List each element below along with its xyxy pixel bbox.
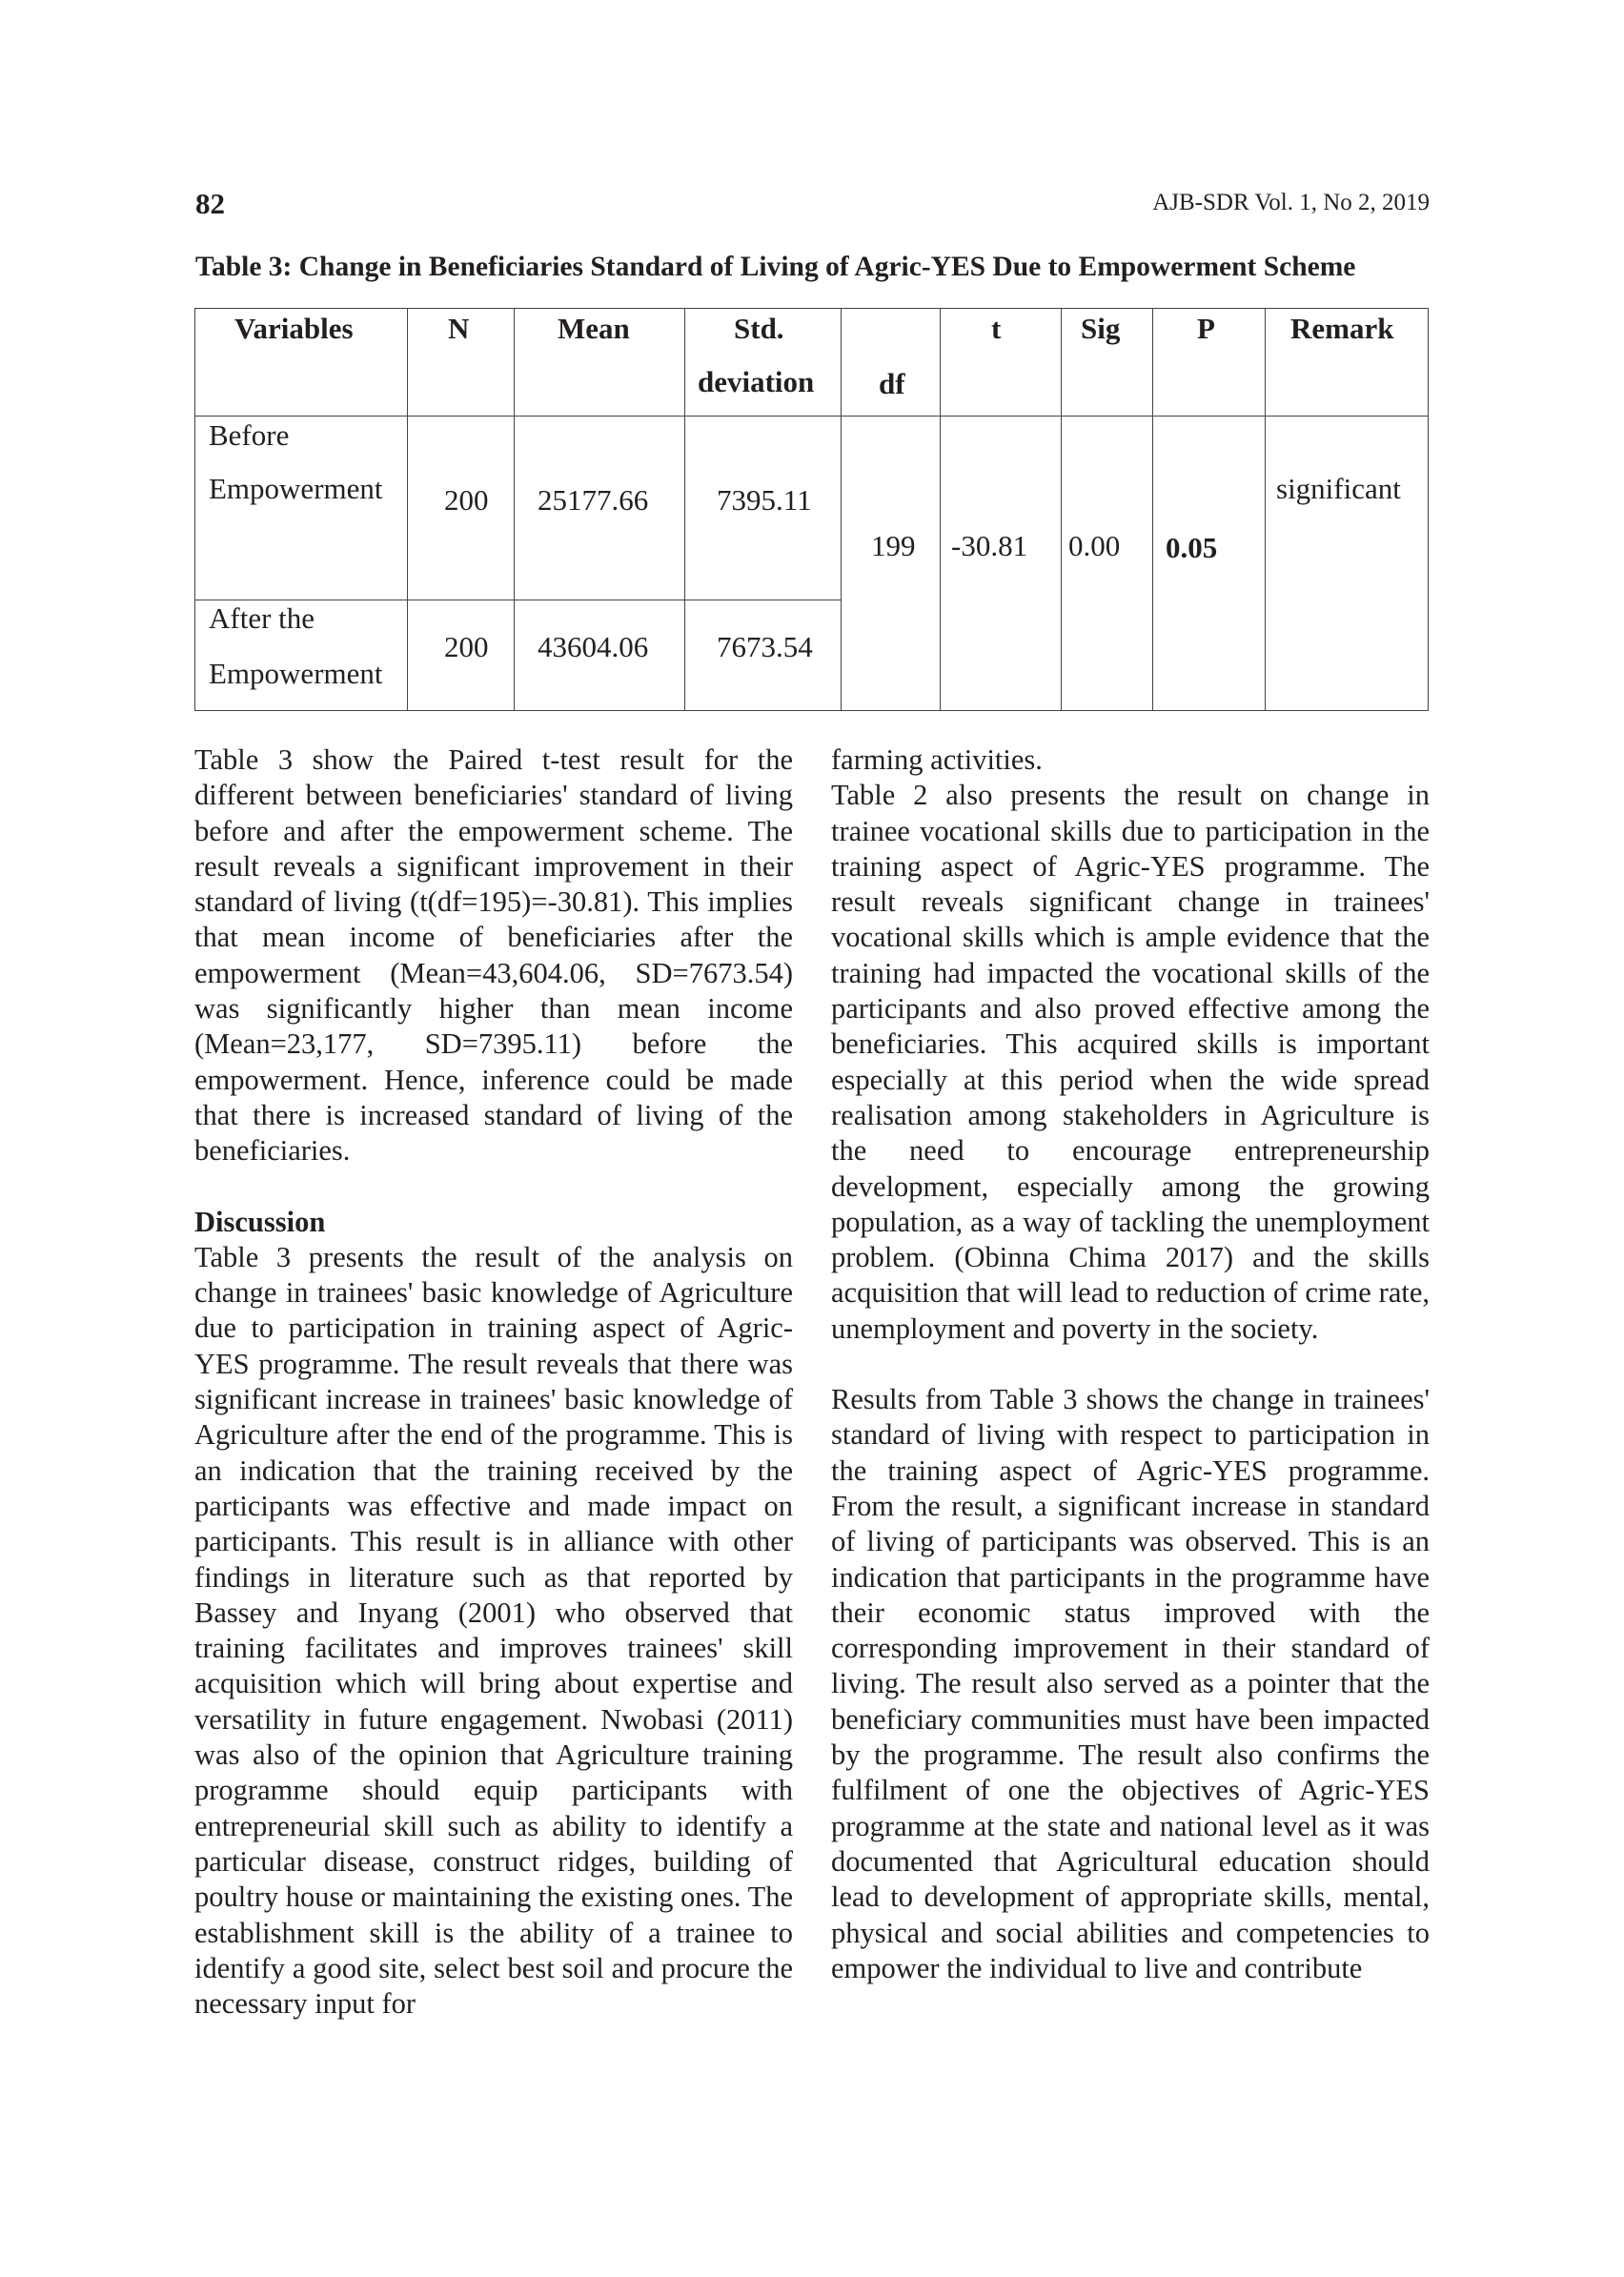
header-remark: Remark bbox=[1290, 312, 1394, 345]
shared-p: 0.05 bbox=[1166, 531, 1218, 564]
left-text-column bbox=[194, 742, 793, 2022]
table-caption: Table 3: Change in Beneficiaries Standard of Living of Agric-YES Due to Empowerment Scheme bbox=[195, 252, 1356, 282]
column-divider bbox=[684, 308, 685, 711]
header-std: Std. bbox=[734, 312, 784, 345]
row-after-label: Empowerment bbox=[209, 657, 383, 690]
header-t: t bbox=[991, 312, 1002, 345]
table-border-bottom bbox=[194, 710, 1429, 711]
column-divider bbox=[514, 308, 515, 711]
shared-df: 199 bbox=[871, 529, 916, 562]
header-rule bbox=[194, 416, 1429, 417]
column-divider bbox=[841, 308, 842, 711]
header-std-deviation: deviation bbox=[698, 365, 815, 398]
row-after-n: 200 bbox=[444, 630, 489, 663]
column-divider bbox=[407, 308, 408, 711]
discussion-paragraph: Table 3 presents the result of the analysis on change in trainees' basic knowledge of Agriculture due to participation in training aspect of Agric-YES programme. The result reveals that there was significant increase in trainees' basic knowledge of Agriculture after the end of the programme. This is an indication that the training received by the participants was effective and made impact on participants. This result is in alliance with other findings in literature such as that reported by Bassey and Inyang (2001) who observed that training facilitates and improves trainees' skill acquisition which will bring about expertise and versatility in future engagement. Nwobasi (2011) was also of the opinion that Agriculture training programme should equip participants with entrepreneurial skill such as ability to identify a particular disease, construct ridges, building of poultry house or maintaining the existing ones. The establishment skill is the ability of a trainee to identify a good site, select best soil and procure the necessary input for bbox=[194, 1240, 793, 2021]
column-divider bbox=[1152, 308, 1153, 711]
shared-sig: 0.00 bbox=[1068, 529, 1121, 562]
row-before-n: 200 bbox=[444, 483, 489, 517]
column-divider bbox=[1061, 308, 1062, 711]
column-divider bbox=[1265, 308, 1266, 711]
continuation-paragraph: farming activities. bbox=[831, 743, 1043, 776]
header-p: P bbox=[1197, 312, 1215, 345]
page-number: 82 bbox=[195, 187, 225, 220]
vocational-skills-paragraph: Table 2 also presents the result on change in trainee vocational skills due to participation in the training aspect of Agric-YES programme. The result reveals significant change in trainees' vocational skills which is ample evidence that the training had impacted the vocational skills of the participants and also proved effective among the beneficiaries. This acquired skills is important especially at this period when the wide spread realisation among stakeholders in Agriculture is the need to encourage entrepreneurship development, especially among the growing population, as a way of tackling the unemployment problem. (Obinna Chima 2017) and the skills acquisition that will lead to reduction of crime rate, unemployment and poverty in the society. bbox=[831, 779, 1430, 1345]
row-before-mean: 25177.66 bbox=[538, 483, 649, 517]
standard-of-living-paragraph: Results from Table 3 shows the change in trainees' standard of living with respect to participation in the training aspect of Agric-YES programme. From the result, a significant increase in standard of living of participants was observed. This is an indication that participants in the programme have their economic status improved with the corresponding improvement in their standard of living. The result also served as a pointer that the beneficiary communities must have been impacted by the programme. The result also confirms the fulfilment of one the objectives of Agric-YES programme at the state and national level as it was documented that Agricultural education should lead to development of appropriate skills, mental, physical and social abilities and competencies to empower the individual to live and contribute bbox=[831, 1383, 1430, 1984]
shared-remark: significant bbox=[1276, 472, 1401, 505]
header-mean: Mean bbox=[558, 312, 630, 345]
row-before-std: 7395.11 bbox=[717, 483, 812, 517]
row-after-mean: 43604.06 bbox=[538, 630, 649, 663]
table-border-right bbox=[1428, 308, 1429, 711]
header-sig: Sig bbox=[1081, 312, 1121, 345]
row-before-label: Before bbox=[209, 418, 290, 452]
header-n: N bbox=[448, 312, 470, 345]
shared-t: -30.81 bbox=[951, 529, 1028, 562]
row-before-label: Empowerment bbox=[209, 472, 383, 505]
row-after-std: 7673.54 bbox=[717, 630, 813, 663]
journal-running-head: AJB-SDR Vol. 1, No 2, 2019 bbox=[1152, 190, 1430, 215]
results-paragraph: Table 3 show the Paired t-test result for the different between beneficiaries' standard of living before and after the empowerment scheme. The result reveals a significant improvement in their standard of living (t(df=195)=-30.81). This implies that mean income of beneficiaries after the empowerment (Mean=43,604.06, SD=7673.54) was significantly higher than mean income (Mean=23,177, SD=7395.11) before the empowerment. Hence, inference could be made that there is increased standard of living of the beneficiaries. bbox=[194, 743, 793, 1168]
table-border-top bbox=[194, 308, 1429, 309]
row-after-label: After the bbox=[209, 601, 315, 635]
header-df: df bbox=[879, 367, 905, 400]
results-table bbox=[194, 308, 1429, 711]
table-border-left bbox=[194, 308, 195, 711]
column-divider bbox=[940, 308, 941, 711]
header-variables: Variables bbox=[234, 312, 354, 345]
discussion-heading: Discussion bbox=[194, 1205, 326, 1238]
right-text-column bbox=[831, 742, 1430, 1986]
